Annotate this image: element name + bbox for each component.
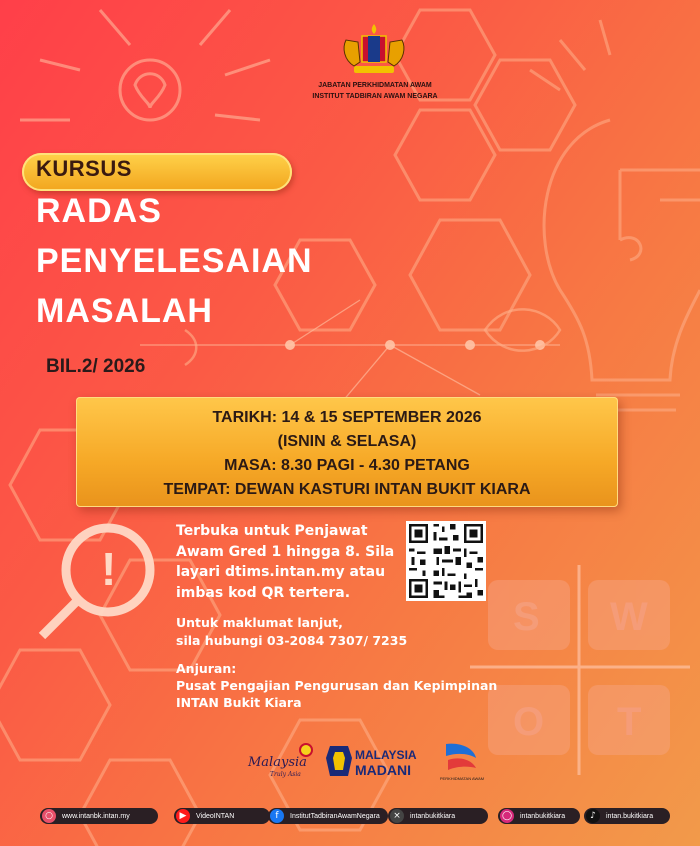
footer-link-label: intan.bukitkiara (606, 812, 654, 820)
schedule-time: MASA: 8.30 PAGI - 4.30 PETANG (224, 457, 470, 474)
footer-link-youtube[interactable] (174, 808, 270, 824)
registration-info (176, 521, 406, 603)
organizer-line-2: INTAN Bukit Kiara (176, 695, 302, 710)
footer-link-tiktok[interactable] (584, 808, 670, 824)
footer-link-label: VideoINTAN (196, 812, 235, 820)
malaysia-coat-of-arms-icon (338, 22, 410, 78)
swot-letter-w: W (610, 595, 648, 639)
malaysia-logo-text: Malaysia (248, 755, 307, 770)
organizer-label: Anjuran: (176, 661, 237, 676)
madani-logo-line-1: MALAYSIA (355, 748, 417, 762)
footer-link-x[interactable] (388, 808, 488, 824)
course-title-line-1: RADAS (36, 192, 162, 230)
malaysia-madani-logo (326, 740, 430, 782)
organizer-info (176, 660, 596, 711)
globe-icon: ○ (42, 809, 56, 823)
footer-link-label: www.intanbk.intan.my (62, 812, 130, 820)
x-icon: × (390, 809, 404, 823)
agency-line-2: INSTITUT TADBIRAN AWAM NEGARA (312, 93, 438, 100)
footer-link-website[interactable] (40, 808, 158, 824)
agency-line-1: JABATAN PERKHIDMATAN AWAM (318, 82, 432, 89)
registration-line-3: layari dtims.intan.my atau (176, 564, 386, 580)
contact-line-1: Untuk maklumat lanjut, (176, 615, 343, 630)
footer-link-label: InstitutTadbiranAwamNegara (290, 812, 380, 820)
madani-logo-line-2: MADANI (355, 762, 411, 778)
registration-line-1: Terbuka untuk Penjawat (176, 523, 368, 539)
registration-line-4: imbas kod QR tertera. (176, 584, 351, 601)
tiktok-icon: ♪ (586, 809, 600, 823)
footer-link-label: intanbukitkiara (410, 812, 456, 820)
registration-line-2: Awam Gred 1 hingga 8. Sila (176, 543, 395, 560)
course-edition: BIL.2/ 2026 (46, 356, 146, 377)
intan-logo-caption: PERKHIDMATAN AWAM (440, 776, 484, 781)
schedule-date: TARIKH: 14 & 15 SEPTEMBER 2026 (212, 409, 482, 426)
swot-letter-o: O (513, 700, 545, 744)
malaysia-logo-subtext: Truly Asia (270, 771, 301, 778)
footer-link-instagram[interactable] (498, 808, 580, 824)
agency-name (300, 80, 450, 102)
course-title-line-2: PENYELESAIAN (36, 242, 313, 280)
organizer-line-1: Pusat Pengajian Pengurusan dan Kepimpinan (176, 678, 498, 693)
youtube-icon: ▶ (176, 809, 190, 823)
swot-letter-s: S (513, 595, 540, 639)
intan-logo (440, 740, 484, 782)
footer-link-label: intanbukitkiara (520, 812, 566, 820)
svg-text:!: ! (101, 543, 117, 595)
schedule-days: (ISNIN & SELASA) (277, 433, 417, 450)
contact-phone: sila hubungi 03-2084 7307/ 7235 (176, 633, 408, 648)
instagram-icon: ◯ (501, 811, 513, 821)
contact-info (176, 614, 476, 650)
kursus-label: KURSUS (36, 156, 132, 181)
malaysia-truly-asia-logo (246, 740, 316, 782)
footer-link-facebook[interactable] (268, 808, 388, 824)
registration-qr-code-icon[interactable] (406, 521, 486, 601)
course-title-line-3: MASALAH (36, 292, 213, 330)
facebook-icon: f (270, 809, 284, 823)
schedule-venue: TEMPAT: DEWAN KASTURI INTAN BUKIT KIARA (163, 481, 531, 498)
swot-letter-t: T (617, 700, 642, 744)
